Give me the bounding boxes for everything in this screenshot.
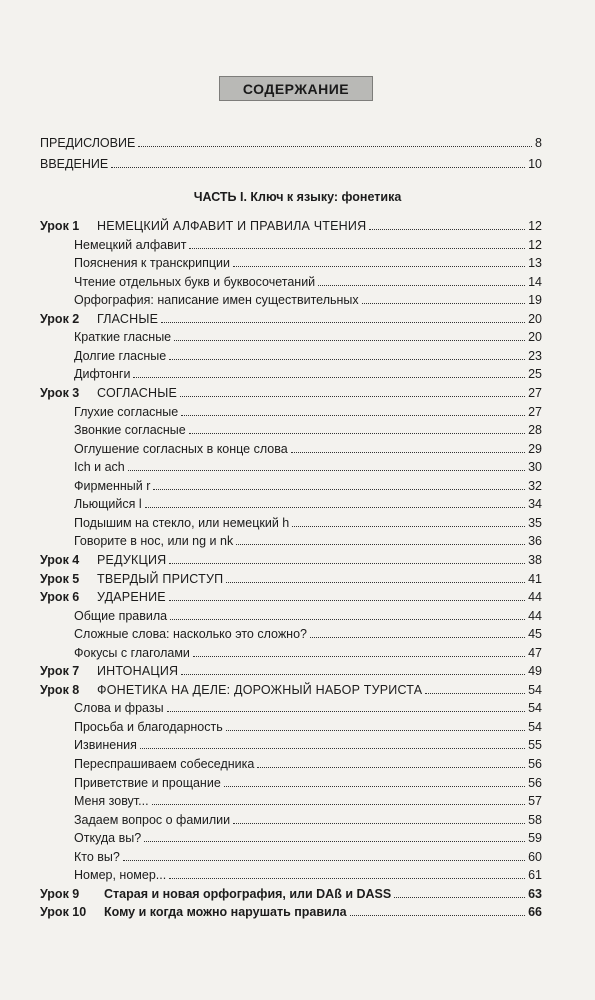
toc-subentry[interactable]: [40, 363, 542, 381]
dot-leader: [161, 322, 525, 323]
entry-page: 56: [528, 775, 542, 790]
entry-label: Старая и новая орфография, или DAß и DASS: [104, 886, 392, 901]
entry-page: 60: [528, 849, 542, 864]
dot-leader: [224, 786, 525, 787]
entry-page: 44: [528, 590, 542, 604]
toc-subentry[interactable]: [40, 864, 542, 882]
dot-leader: [350, 915, 525, 916]
dot-leader: [133, 377, 525, 378]
entry-label: Просьба и благодарность: [74, 719, 223, 734]
dot-leader: [174, 340, 525, 341]
toc-lesson-entry[interactable]: [40, 215, 542, 233]
toc-subentry[interactable]: [40, 493, 542, 511]
entry-label: Орфография: написание имен существительных: [74, 293, 359, 308]
dot-leader: [180, 396, 525, 397]
toc-subentry[interactable]: [40, 456, 542, 474]
entry-label: СОГЛАСНЫЕ: [97, 386, 178, 400]
entry-page: 58: [528, 812, 542, 827]
dot-leader: [226, 582, 525, 583]
toc-subentry[interactable]: [40, 512, 542, 530]
part-title: ЧАСТЬ I. Ключ к языку: фонетика: [193, 190, 402, 204]
entry-page: 10: [528, 157, 542, 171]
toc-subentry[interactable]: [40, 846, 542, 864]
entry-label: ИНТОНАЦИЯ: [97, 664, 179, 679]
entry-label: РЕДУКЦИЯ: [97, 552, 167, 567]
entry-label: Слова и фразы: [74, 701, 164, 716]
entry-label: Немецкий алфавит: [74, 237, 187, 252]
toc-subentry[interactable]: [40, 605, 542, 623]
dot-leader: [153, 489, 525, 490]
entry-page: 55: [528, 738, 542, 753]
entry-page: 54: [528, 701, 542, 716]
dot-leader: [169, 878, 525, 879]
entry-page: 20: [528, 311, 542, 326]
dot-leader: [111, 167, 525, 168]
dot-leader: [189, 248, 525, 249]
dot-leader: [233, 823, 525, 824]
dot-leader: [123, 860, 525, 861]
toc-lesson-entry[interactable]: [40, 586, 542, 604]
entry-label: Извинения: [74, 738, 137, 753]
dot-leader: [189, 433, 525, 434]
entry-label: Звонкие согласные: [74, 423, 186, 438]
dot-leader: [181, 674, 525, 675]
dot-leader: [170, 619, 525, 620]
dot-leader: [169, 600, 525, 601]
entry-page: 23: [528, 348, 542, 363]
entry-label: Меня зовут...: [74, 794, 149, 809]
dot-leader: [233, 266, 525, 267]
entry-page: 35: [528, 515, 542, 530]
entry-page: 61: [528, 868, 542, 883]
toc-entry-introduction[interactable]: [40, 153, 542, 171]
toc-lesson-entry[interactable]: [40, 549, 542, 567]
entry-label: ПРЕДИСЛОВИЕ: [40, 136, 136, 150]
toc-subentry[interactable]: [40, 419, 542, 437]
entry-page: 12: [528, 219, 542, 233]
entry-page: 44: [528, 608, 542, 623]
dot-leader: [362, 303, 525, 304]
toc-subentry[interactable]: [40, 438, 542, 456]
toc-subentry[interactable]: [40, 753, 542, 771]
entry-label: Глухие согласные: [74, 404, 179, 419]
entry-label: Пояснения к транскрипции: [74, 256, 230, 271]
entry-page: 36: [528, 534, 542, 549]
entry-label: Льющийся l: [74, 497, 142, 512]
entry-page: 38: [528, 552, 542, 567]
dot-leader: [394, 897, 525, 898]
toc-subentry[interactable]: [40, 530, 542, 548]
dot-leader: [181, 415, 525, 416]
entry-label: Номер, номер...: [74, 868, 167, 883]
entry-page: 59: [528, 831, 542, 846]
lesson-number: Урок 4: [40, 552, 80, 567]
entry-page: 28: [528, 423, 542, 438]
entry-label: Общие правила: [74, 608, 168, 623]
toc-subentry[interactable]: [40, 772, 542, 790]
dot-leader: [169, 563, 525, 564]
dot-leader: [425, 693, 525, 694]
lesson-number: Урок 9: [40, 886, 80, 901]
toc-lesson-entry[interactable]: [40, 679, 542, 697]
entry-page: 27: [528, 386, 542, 400]
lesson-number: Урок 1: [40, 219, 80, 233]
toc-subentry[interactable]: [40, 809, 542, 827]
entry-page: 30: [528, 460, 542, 475]
entry-label: Говорите в нос, или ng и nk: [74, 534, 234, 549]
entry-page: 49: [528, 664, 542, 679]
dot-leader: [138, 146, 532, 147]
entry-label: Чтение отдельных букв и буквосочетаний: [74, 274, 316, 289]
entry-label: ТВЕРДЫЙ ПРИСТУП: [97, 571, 224, 586]
toc-lesson-entry[interactable]: [40, 568, 542, 586]
dot-leader: [140, 748, 525, 749]
dot-leader: [226, 730, 525, 731]
entry-page: 27: [528, 404, 542, 419]
toc-subentry[interactable]: [40, 827, 542, 845]
toc-subentry[interactable]: [40, 234, 542, 252]
toc-subentry[interactable]: [40, 252, 542, 270]
toc-subentry[interactable]: [40, 642, 542, 660]
entry-label: Фирменный r: [74, 478, 151, 493]
entry-label: ФОНЕТИКА НА ДЕЛЕ: ДОРОЖНЫЙ НАБОР ТУРИСТА: [97, 682, 423, 697]
dot-leader: [292, 526, 525, 527]
entry-page: 29: [528, 441, 542, 456]
entry-page: 45: [528, 627, 542, 642]
toc-subentry[interactable]: [40, 790, 542, 808]
entry-page: 8: [535, 136, 542, 150]
lesson-number: Урок 6: [40, 590, 80, 604]
toc-entry-preface[interactable]: [40, 132, 542, 150]
entry-page: 32: [528, 478, 542, 493]
lesson-number: Урок 7: [40, 664, 80, 679]
entry-page: 13: [528, 256, 542, 271]
dot-leader: [193, 656, 525, 657]
toc-subentry[interactable]: [40, 716, 542, 734]
contents-heading: СОДЕРЖАНИЕ: [219, 76, 373, 101]
entry-label: Фокусы с глаголами: [74, 645, 190, 660]
toc-lesson-entry[interactable]: [40, 901, 542, 919]
toc-subentry[interactable]: [40, 271, 542, 289]
entry-page: 54: [528, 719, 542, 734]
toc-subentry[interactable]: [40, 289, 542, 307]
entry-page: 19: [528, 293, 542, 308]
entry-label: Кто вы?: [74, 849, 120, 864]
dot-leader: [318, 285, 525, 286]
entry-page: 47: [528, 645, 542, 660]
entry-page: 56: [528, 757, 542, 771]
entry-label: Оглушение согласных в конце слова: [74, 441, 288, 456]
dot-leader: [167, 711, 526, 712]
entry-label: Приветствие и прощание: [74, 775, 221, 790]
entry-page: 14: [528, 274, 542, 289]
entry-page: 20: [528, 330, 542, 345]
entry-page: 66: [528, 905, 542, 920]
entry-label: УДАРЕНИЕ: [97, 590, 166, 604]
entry-label: Ich и ach: [74, 460, 125, 475]
entry-page: 41: [528, 571, 542, 586]
dot-leader: [152, 804, 526, 805]
toc-lesson-entry[interactable]: [40, 660, 542, 678]
entry-page: 34: [528, 497, 542, 512]
lesson-number: Урок 3: [40, 386, 80, 400]
entry-label: Переспрашиваем собеседника: [74, 757, 255, 771]
entry-label: Кому и когда можно нарушать правила: [104, 905, 347, 920]
dot-leader: [144, 841, 525, 842]
toc-subentry[interactable]: [40, 475, 542, 493]
dot-leader: [236, 544, 525, 545]
dot-leader: [128, 470, 525, 471]
entry-page: 54: [528, 682, 542, 697]
entry-label: Подышим на стекло, или немецкий h: [74, 515, 290, 530]
entry-label: Краткие гласные: [74, 330, 172, 345]
entry-label: Задаем вопрос о фамилии: [74, 812, 231, 827]
toc-subentry[interactable]: [40, 623, 542, 641]
entry-page: 57: [528, 794, 542, 809]
dot-leader: [169, 359, 525, 360]
toc-lesson-entry[interactable]: [40, 883, 542, 901]
toc-subentry[interactable]: [40, 697, 542, 715]
entry-label: ВВЕДЕНИЕ: [40, 157, 109, 171]
toc-subentry[interactable]: [40, 326, 542, 344]
entry-page: 63: [528, 886, 542, 901]
dot-leader: [291, 452, 525, 453]
entry-page: 25: [528, 367, 542, 382]
entry-label: Сложные слова: насколько это сложно?: [74, 627, 307, 642]
toc-lesson-entry[interactable]: [40, 382, 542, 400]
lesson-number: Урок 2: [40, 311, 80, 326]
lesson-number: Урок 5: [40, 571, 80, 586]
toc-lesson-entry[interactable]: [40, 308, 542, 326]
dot-leader: [145, 507, 525, 508]
entry-label: Долгие гласные: [74, 348, 167, 363]
lesson-number: Урок 8: [40, 682, 80, 697]
dot-leader: [369, 229, 525, 230]
entry-label: Откуда вы?: [74, 831, 142, 846]
entry-label: НЕМЕЦКИЙ АЛФАВИТ И ПРАВИЛА ЧТЕНИЯ: [97, 219, 367, 233]
lesson-number: Урок 10: [40, 905, 87, 920]
dot-leader: [257, 767, 525, 768]
toc-subentry[interactable]: [40, 345, 542, 363]
entry-label: Дифтонги: [74, 367, 131, 382]
toc-subentry[interactable]: [40, 734, 542, 752]
dot-leader: [310, 637, 525, 638]
toc-subentry[interactable]: [40, 401, 542, 419]
entry-page: 12: [528, 237, 542, 252]
entry-label: ГЛАСНЫЕ: [97, 311, 159, 326]
